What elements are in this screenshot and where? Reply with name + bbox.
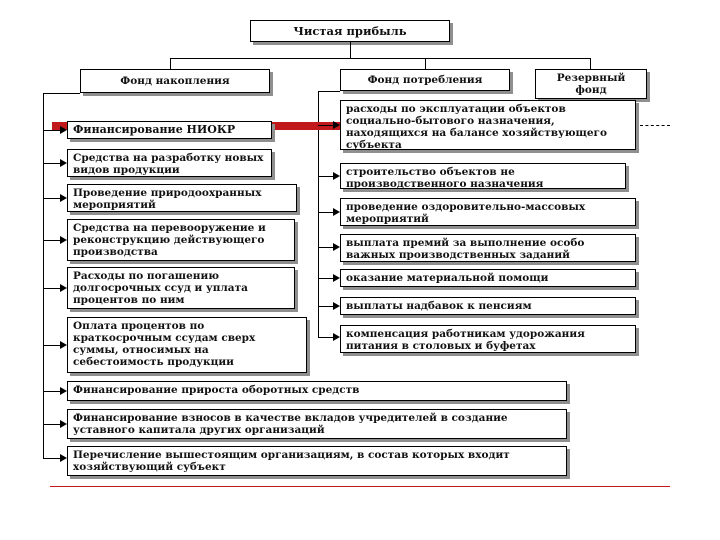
connector xyxy=(318,212,333,213)
reserve-fund-box: Резервный фонд xyxy=(535,69,647,99)
connector xyxy=(43,288,60,289)
arrow xyxy=(60,454,67,462)
connector xyxy=(170,58,590,59)
arrow xyxy=(60,284,67,292)
connector xyxy=(590,58,591,69)
right-item: проведение оздоровительно-массовых мероприятий xyxy=(340,198,636,226)
arrow xyxy=(333,172,340,180)
connector xyxy=(318,247,333,248)
connector xyxy=(318,91,340,92)
left-item: Оплата процентов по краткосрочным ссудам сверх суммы, относимых на себестоимость продукции xyxy=(67,317,307,373)
net-profit-box: Чистая прибыль xyxy=(250,20,450,42)
left-item: Финансирование НИОКР xyxy=(67,121,272,139)
bottom-item: Перечисление вышестоящим организациям, в состав которых входит хозяйствующий субъект xyxy=(67,446,567,476)
left-item: Средства на разработку новых видов продукции xyxy=(67,149,272,177)
connector xyxy=(318,176,333,177)
accumulation-fund-box: Фонд накопления xyxy=(80,69,270,93)
bottom-item: Финансирование взносов в качестве вкладов учредителей в создание уставного капитала других организаций xyxy=(67,409,567,439)
arrow xyxy=(333,208,340,216)
arrow xyxy=(60,126,67,134)
left-item: Расходы по погашению долгосрочных ссуд и уплата процентов по ним xyxy=(67,267,295,309)
arrow xyxy=(60,387,67,395)
bottom-rule xyxy=(50,486,670,487)
connector xyxy=(318,306,333,307)
left-item: Средства на перевооружение и реконструкцию действующего производства xyxy=(67,219,295,261)
right-item: компенсация работникам удорожания питания в столовых и буфетах xyxy=(340,325,636,353)
connector xyxy=(170,58,171,69)
consumption-fund-box: Фонд потребления xyxy=(340,69,510,91)
right-item: строительство объектов не производственного назначения xyxy=(340,163,626,189)
arrow xyxy=(60,236,67,244)
connector xyxy=(43,130,60,131)
connector xyxy=(43,240,60,241)
arrow xyxy=(333,302,340,310)
connector xyxy=(43,93,80,94)
arrow xyxy=(60,159,67,167)
connector xyxy=(318,125,333,126)
connector xyxy=(425,58,426,69)
dashed-line xyxy=(640,125,670,126)
bottom-item: Финансирование прироста оборотных средств xyxy=(67,381,567,401)
right-item: расходы по эксплуатации объектов социально-бытового назначения, находящихся на балансе хозяйствующего субъекта xyxy=(340,100,636,150)
arrow xyxy=(333,274,340,282)
connector xyxy=(43,163,60,164)
connector xyxy=(43,458,60,459)
right-item: оказание материальной помощи xyxy=(340,269,636,287)
connector xyxy=(43,424,60,425)
connector xyxy=(43,198,60,199)
arrow xyxy=(60,420,67,428)
arrow xyxy=(333,333,340,341)
left-item: Проведение природоохранных мероприятий xyxy=(67,184,297,212)
connector xyxy=(318,278,333,279)
arrow xyxy=(333,121,340,129)
right-item: выплаты надбавок к пенсиям xyxy=(340,297,636,315)
connector xyxy=(318,337,333,338)
right-item: выплата премий за выполнение особо важных производственных заданий xyxy=(340,234,636,262)
arrow xyxy=(60,341,67,349)
connector xyxy=(350,42,351,58)
arrow xyxy=(60,194,67,202)
connector xyxy=(43,345,60,346)
left-spine xyxy=(43,93,44,458)
connector xyxy=(43,391,60,392)
arrow xyxy=(333,243,340,251)
